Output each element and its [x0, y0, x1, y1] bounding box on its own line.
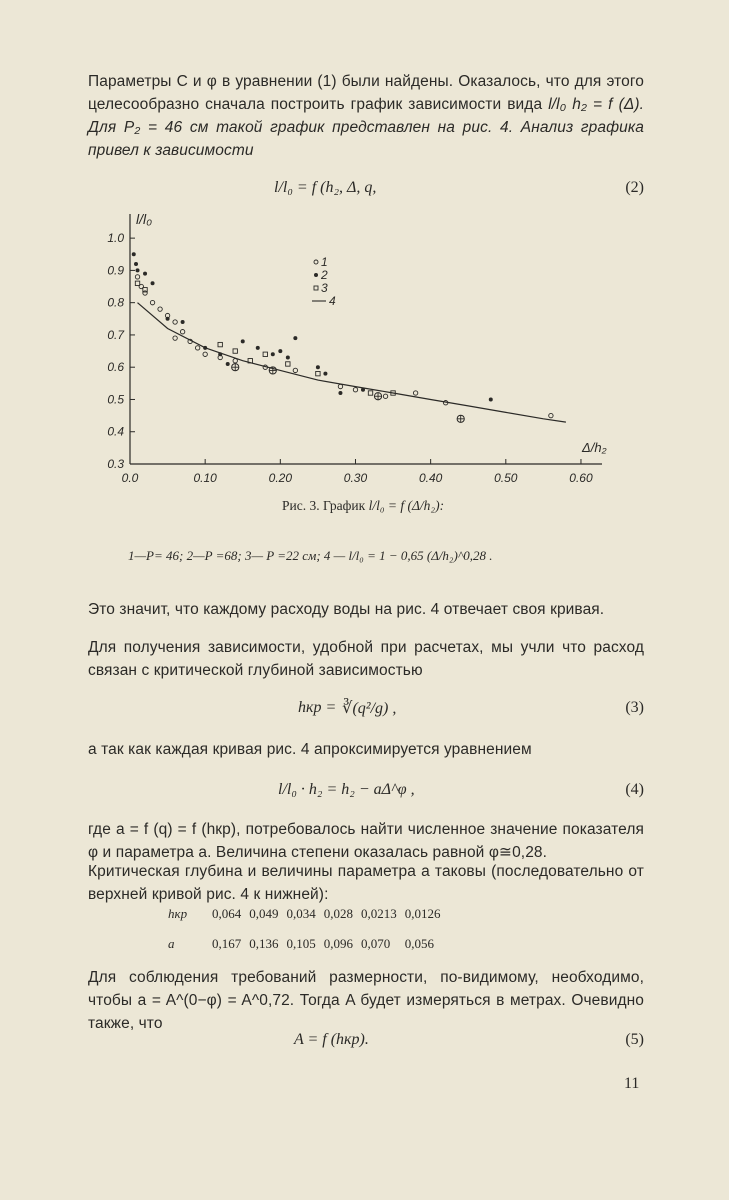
- series-1-point: [338, 384, 342, 388]
- series-2-point: [256, 346, 260, 350]
- paragraph-2: Это значит, что каждому расходу воды на рис. 4 отвечает своя кривая.: [88, 601, 605, 618]
- y-tick-label: 0.4: [107, 424, 124, 439]
- paragraph-4: а так как каждая кривая рис. 4 апроксимируется уравнением: [88, 741, 532, 758]
- series-3-point: [286, 362, 290, 366]
- values-cell: 0,034: [286, 906, 316, 921]
- series-2-point: [316, 365, 320, 369]
- series-2-point: [323, 372, 327, 376]
- x-tick-label: 0.50: [494, 471, 518, 485]
- values-cell: 0,0126: [404, 906, 441, 921]
- legend-label: 3: [321, 281, 328, 295]
- values-cell: 0,105: [286, 936, 316, 951]
- legend-label: 4: [329, 294, 336, 308]
- series-2-point: [151, 281, 155, 285]
- equation-4: [88, 768, 644, 812]
- values-cell: 0,049: [249, 906, 279, 921]
- equation-3-right: ∛(q²/g) ,: [342, 700, 397, 717]
- legend-label: 1: [321, 255, 328, 269]
- values-row-label: hкр: [168, 906, 188, 921]
- series-1-point: [150, 300, 154, 304]
- series-2-point: [136, 268, 140, 272]
- values-row: [168, 900, 449, 930]
- chart-marks: [132, 252, 566, 422]
- paragraph-1-text: Параметры C и φ в уравнении (1) были найдены. Оказалось, что для этого целесообразно сначала построить график зависимости вида: [88, 73, 644, 113]
- series-1-point: [173, 320, 177, 324]
- y-axis-label: l/l₀: [136, 211, 153, 227]
- series-3-point: [135, 281, 139, 285]
- paragraph-7: Для соблюдения требований размерности, по-видимому, необходимо, чтобы a = A^(0−φ) = A^0,72. Тогда A будет измеряться в метрах. Очевидно также, что: [88, 969, 644, 1032]
- equation-2-left: l/l₀: [274, 179, 293, 196]
- series-3-point: [233, 349, 237, 353]
- values-cell: 0,056: [404, 936, 434, 951]
- chart-axes: [130, 211, 607, 464]
- series-3-point: [316, 371, 320, 375]
- equation-2-number: (2): [625, 179, 644, 196]
- paragraph-1: [88, 70, 644, 162]
- paragraph-5: где a = f (q) = f (hкр), потребовалось найти численное значение показателя φ и параметра a. Величина степени оказалась равной φ≅0,28.: [88, 821, 644, 861]
- series-1-point: [135, 275, 139, 279]
- x-axis-label: Δ/h₂: [582, 440, 607, 455]
- series-3-point: [368, 391, 372, 395]
- chart-l-over-l0: [96, 208, 616, 498]
- chart-ticks: [107, 231, 593, 485]
- figure-caption-formula: l/l₀ = f (Δ/h₂):: [368, 498, 445, 513]
- paragraph-3: Для получения зависимости, удобной при расчетах, мы учли что расход связан с критической глубиной зависимостью: [88, 639, 644, 679]
- x-tick-label: 0.0: [121, 471, 139, 485]
- legend-marker-circle: [314, 260, 318, 264]
- equation-4-number: (4): [625, 781, 644, 798]
- equation-2: [88, 166, 644, 210]
- series-3-point: [263, 352, 267, 356]
- equation-3-number: (3): [625, 699, 644, 716]
- values-cell: 0,0213: [361, 906, 397, 921]
- equation-5: [88, 1018, 644, 1062]
- equation-4-left: l/l₀ · h₂ = h₂ − aΔ^φ ,: [278, 781, 415, 798]
- y-tick-label: 0.6: [107, 360, 124, 375]
- series-2-point: [143, 272, 147, 276]
- x-tick-label: 0.10: [193, 471, 217, 485]
- series-2-point: [271, 352, 275, 356]
- series-2-point: [166, 317, 170, 321]
- series-1-point: [413, 391, 417, 395]
- paragraph-6: Критическая глубина и величины параметра a таковы (последовательно от верхней кривой рис. 4 к нижней):: [88, 863, 644, 903]
- legend-label: 2: [321, 268, 328, 282]
- values-cell: 0,136: [249, 936, 279, 951]
- series-1-point: [143, 291, 147, 295]
- figure-caption-text: Рис. 3. График: [282, 498, 366, 513]
- x-tick-label: 0.60: [569, 471, 593, 485]
- values-cell: 0,070: [361, 936, 391, 951]
- values-row-label: a: [168, 936, 175, 951]
- page-number: 11: [624, 1075, 640, 1092]
- values-cell: 0,167: [212, 936, 242, 951]
- series-1-point: [173, 336, 177, 340]
- series-1-point: [158, 307, 162, 311]
- series-1-point: [353, 388, 357, 392]
- values-cell: 0,028: [323, 906, 353, 921]
- values-row: [168, 930, 449, 960]
- series-2-point: [286, 356, 290, 360]
- series-2-point: [132, 252, 136, 256]
- series-1-point: [203, 352, 207, 356]
- legend-marker-square: [314, 286, 318, 290]
- y-tick-label: 0.8: [107, 295, 124, 310]
- series-1-point: [383, 394, 387, 398]
- series-1-point: [293, 368, 297, 372]
- series-2-point: [134, 262, 138, 266]
- series-2-point: [489, 397, 493, 401]
- equation-3: [88, 686, 644, 730]
- values-cell: 0,096: [323, 936, 353, 951]
- y-tick-label: 0.7: [107, 327, 124, 342]
- equation-5-left: A = f (hкр).: [294, 1031, 369, 1048]
- y-tick-label: 0.5: [107, 392, 124, 407]
- values-table: [168, 900, 449, 960]
- y-tick-label: 0.3: [107, 457, 124, 471]
- series-2-point: [278, 349, 282, 353]
- x-tick-label: 0.20: [268, 471, 293, 485]
- chart-legend: [312, 255, 336, 308]
- figure-legend-line: 1—P= 46; 2—P =68; 3— P =22 см; 4 — l/l₀ = 1 − 0,65 (Δ/h₂)^0,28 .: [128, 548, 493, 563]
- series-2-point: [293, 336, 297, 340]
- series-1-point: [549, 413, 553, 417]
- series-4-curve: [138, 303, 566, 422]
- equation-3-left: hкр =: [298, 699, 337, 716]
- figure-caption: [282, 498, 642, 514]
- series-2-point: [338, 391, 342, 395]
- y-tick-label: 1.0: [107, 231, 124, 246]
- series-2-point: [181, 320, 185, 324]
- paragraph-1-formula: l/l₀ h₂ = f (Δ). Для P₂ = 46 см такой график представлен на рис. 4. Анализ графика привел к зависимости: [88, 96, 644, 159]
- equation-5-number: (5): [625, 1031, 644, 1048]
- series-2-point: [241, 339, 245, 343]
- series-2-point: [226, 362, 230, 366]
- series-3-point: [218, 342, 222, 346]
- series-1-point: [195, 346, 199, 350]
- y-tick-label: 0.9: [107, 263, 124, 278]
- x-tick-label: 0.40: [418, 471, 443, 485]
- equation-2-right: = f (h₂, Δ, q,: [296, 179, 377, 196]
- x-tick-label: 0.30: [343, 471, 368, 485]
- legend-marker-dot: [314, 273, 318, 277]
- values-cell: 0,064: [212, 906, 242, 921]
- series-1-point: [180, 330, 184, 334]
